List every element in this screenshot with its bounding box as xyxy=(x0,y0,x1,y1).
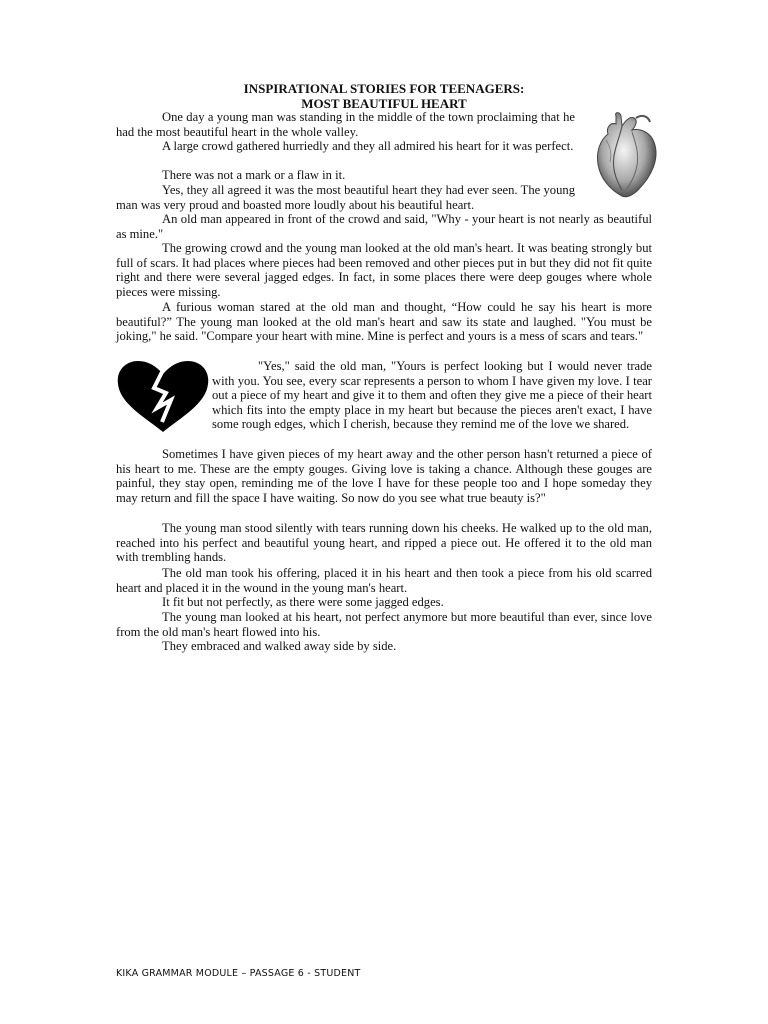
paragraph: Yes, they all agreed it was the most beautiful heart they had ever seen. The young man was very proud and boasted more loudly about his beautiful heart. xyxy=(116,183,575,212)
broken-heart-icon xyxy=(116,360,210,434)
paragraph: Sometimes I have given pieces of my heart away and the other person hasn't returned a piece of his heart to me. These are the empty gouges. Giving love is taking a chance. Although these gouges are painful, they stay open, reminding me of the love I have for these people too and I hope someday they may return and fill the space I have waiting. So now do you see what true beauty is?" xyxy=(116,447,652,505)
paragraph: The old man took his offering, placed it in his heart and then took a piece from his old scarred heart and placed it in the wound in the young man's heart. xyxy=(116,566,652,595)
paragraph: An old man appeared in front of the crowd and said, "Why - your heart is not nearly as beautiful as mine." xyxy=(116,212,652,241)
paragraph: The young man looked at his heart, not perfect anymore but more beautiful than ever, since love from the old man's heart flowed into his. xyxy=(116,610,652,639)
page-footer: KIKA GRAMMAR MODULE – PASSAGE 6 - STUDENT xyxy=(116,968,361,979)
story-series-title: INSPIRATIONAL STORIES FOR TEENAGERS: xyxy=(243,81,525,96)
paragraph: The growing crowd and the young man looked at the old man's heart. It was beating strongly but full of scars. It had places where pieces had been removed and other pieces put in but they did not fit quite right and there were several jagged edges. In fact, in some places there were deep gouges where whole pieces were missing. xyxy=(116,241,652,299)
paragraph: There was not a mark or a flaw in it. xyxy=(162,168,346,182)
anatomical-heart-icon xyxy=(592,110,660,200)
story-title: MOST BEAUTIFUL HEART xyxy=(301,96,467,111)
paragraph: It fit but not perfectly, as there were some jagged edges. xyxy=(162,595,444,609)
paragraph: They embraced and walked away side by side. xyxy=(162,639,397,653)
paragraph: A furious woman stared at the old man and thought, “How could he say his heart is more beautiful?” The young man looked at the old man's heart and saw its state and laughed. "You must be joking," he said. "Compare your heart with mine. Mine is perfect and yours is a mess of scars and tears." xyxy=(116,300,652,344)
paragraph: A large crowd gathered hurriedly and they all admired his heart for it was perfect. xyxy=(162,139,574,153)
paragraph: One day a young man was standing in the middle of the town proclaiming that he had the most beautiful heart in the whole valley. xyxy=(116,110,575,139)
paragraph: The young man stood silently with tears running down his cheeks. He walked up to the old man, reached into his perfect and beautiful young heart, and ripped a piece out. He offered it to the old man with trembling hands. xyxy=(116,521,652,565)
paragraph: "Yes," said the old man, "Yours is perfect looking but I would never trade with you. You see, every scar represents a person to whom I have given my love. I tear out a piece of my heart and give it to them and often they give me a piece of their heart which fits into the empty place in my heart but because the pieces aren't exact, I have some rough edges, which I cherish, because they remind me of the love we shared. xyxy=(212,359,652,432)
